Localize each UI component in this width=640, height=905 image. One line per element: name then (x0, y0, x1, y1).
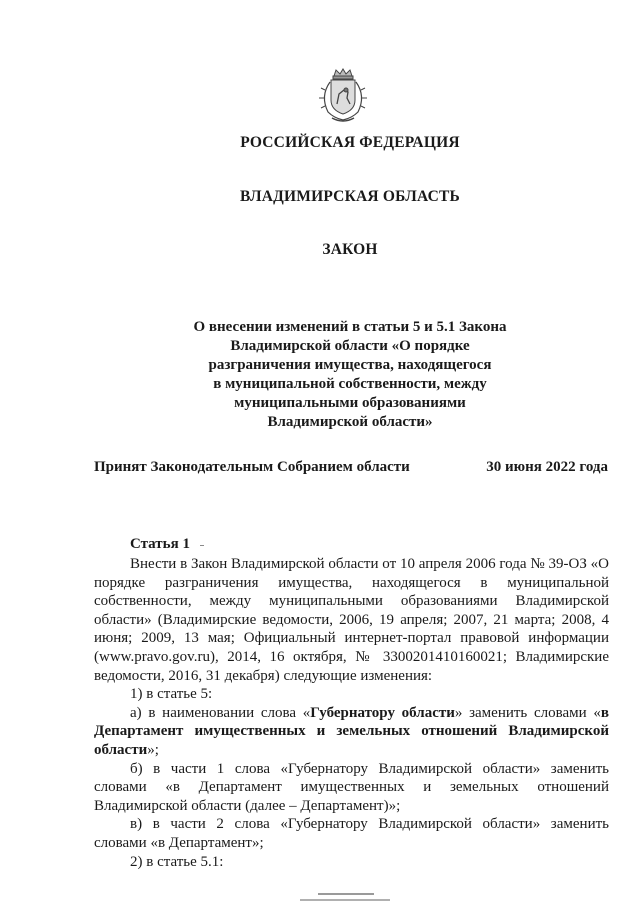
paragraph-item-2: 2) в статье 5.1: (130, 853, 224, 870)
adoption-date: 30 июня 2022 года (486, 459, 608, 475)
item-a-new-words: в Департамент имущественных и земельных отношений Владимирской области (94, 704, 610, 758)
adoption-line (94, 459, 608, 476)
paragraph-intro: Внести в Закон Владимирской области от 10 апреля 2006 года № 39-ОЗ «О порядке разграничения имущества, находящегося в муниципальной собственности, между муниципальными образованиями Владимирской области» (Владимирские ведомости, 2006, 19 апреля; 2007, 21 марта; 2008, 4 июня; 2009, 13 мая; Официальный интернет-портал правовой информации (www.pravo.gov.ru), 2014, 16 октября, № 3300201410160021; Владимирские ведомости, 2016, 31 декабря) следующие изменения: (94, 556, 609, 684)
law-title-line: муниципальными образованиями (234, 395, 466, 411)
country-heading: РОССИЙСКАЯ ФЕДЕРАЦИЯ (240, 134, 460, 151)
article-body (94, 555, 609, 871)
law-title-line: Владимирской области» (267, 414, 433, 430)
scan-speck (200, 545, 204, 546)
region-heading: ВЛАДИМИРСКАЯ ОБЛАСТЬ (240, 188, 460, 205)
adopted-by: Принят Законодательным Собранием области (94, 459, 410, 475)
law-title-line: Владимирской области «О порядке (230, 338, 470, 354)
paragraph-item-a (94, 704, 609, 760)
law-title-line: разграничения имущества, находящегося (208, 357, 492, 373)
item-a-old-words: Губернатору области (310, 704, 455, 721)
item-a-text-mid: » заменить словами « (454, 704, 601, 721)
scan-artifact (300, 899, 390, 901)
item-a-text-end: »; (147, 741, 159, 758)
article-heading: Статья 1 (130, 536, 190, 552)
item-a-text: а) в наименовании слова « (130, 704, 311, 721)
law-title (160, 318, 540, 432)
vladimir-coat-of-arms-icon (316, 68, 370, 124)
paragraph-item-1: 1) в статье 5: (130, 686, 213, 703)
scan-artifact (318, 893, 374, 895)
law-title-line: О внесении изменений в статьи 5 и 5.1 Закона (193, 319, 507, 335)
paragraph-item-b: б) в части 1 слова «Губернатору Владимирской области» заменить словами «в Департамент имущественных и земельных отношений Владимирской области (далее – Департамент)»; (94, 760, 609, 814)
paragraph-item-v: в) в части 2 слова «Губернатору Владимирской области» заменить словами «в Департамент»; (94, 816, 609, 851)
document-type-heading: ЗАКОН (322, 241, 378, 258)
law-title-line: в муниципальной собственности, между (213, 376, 487, 392)
